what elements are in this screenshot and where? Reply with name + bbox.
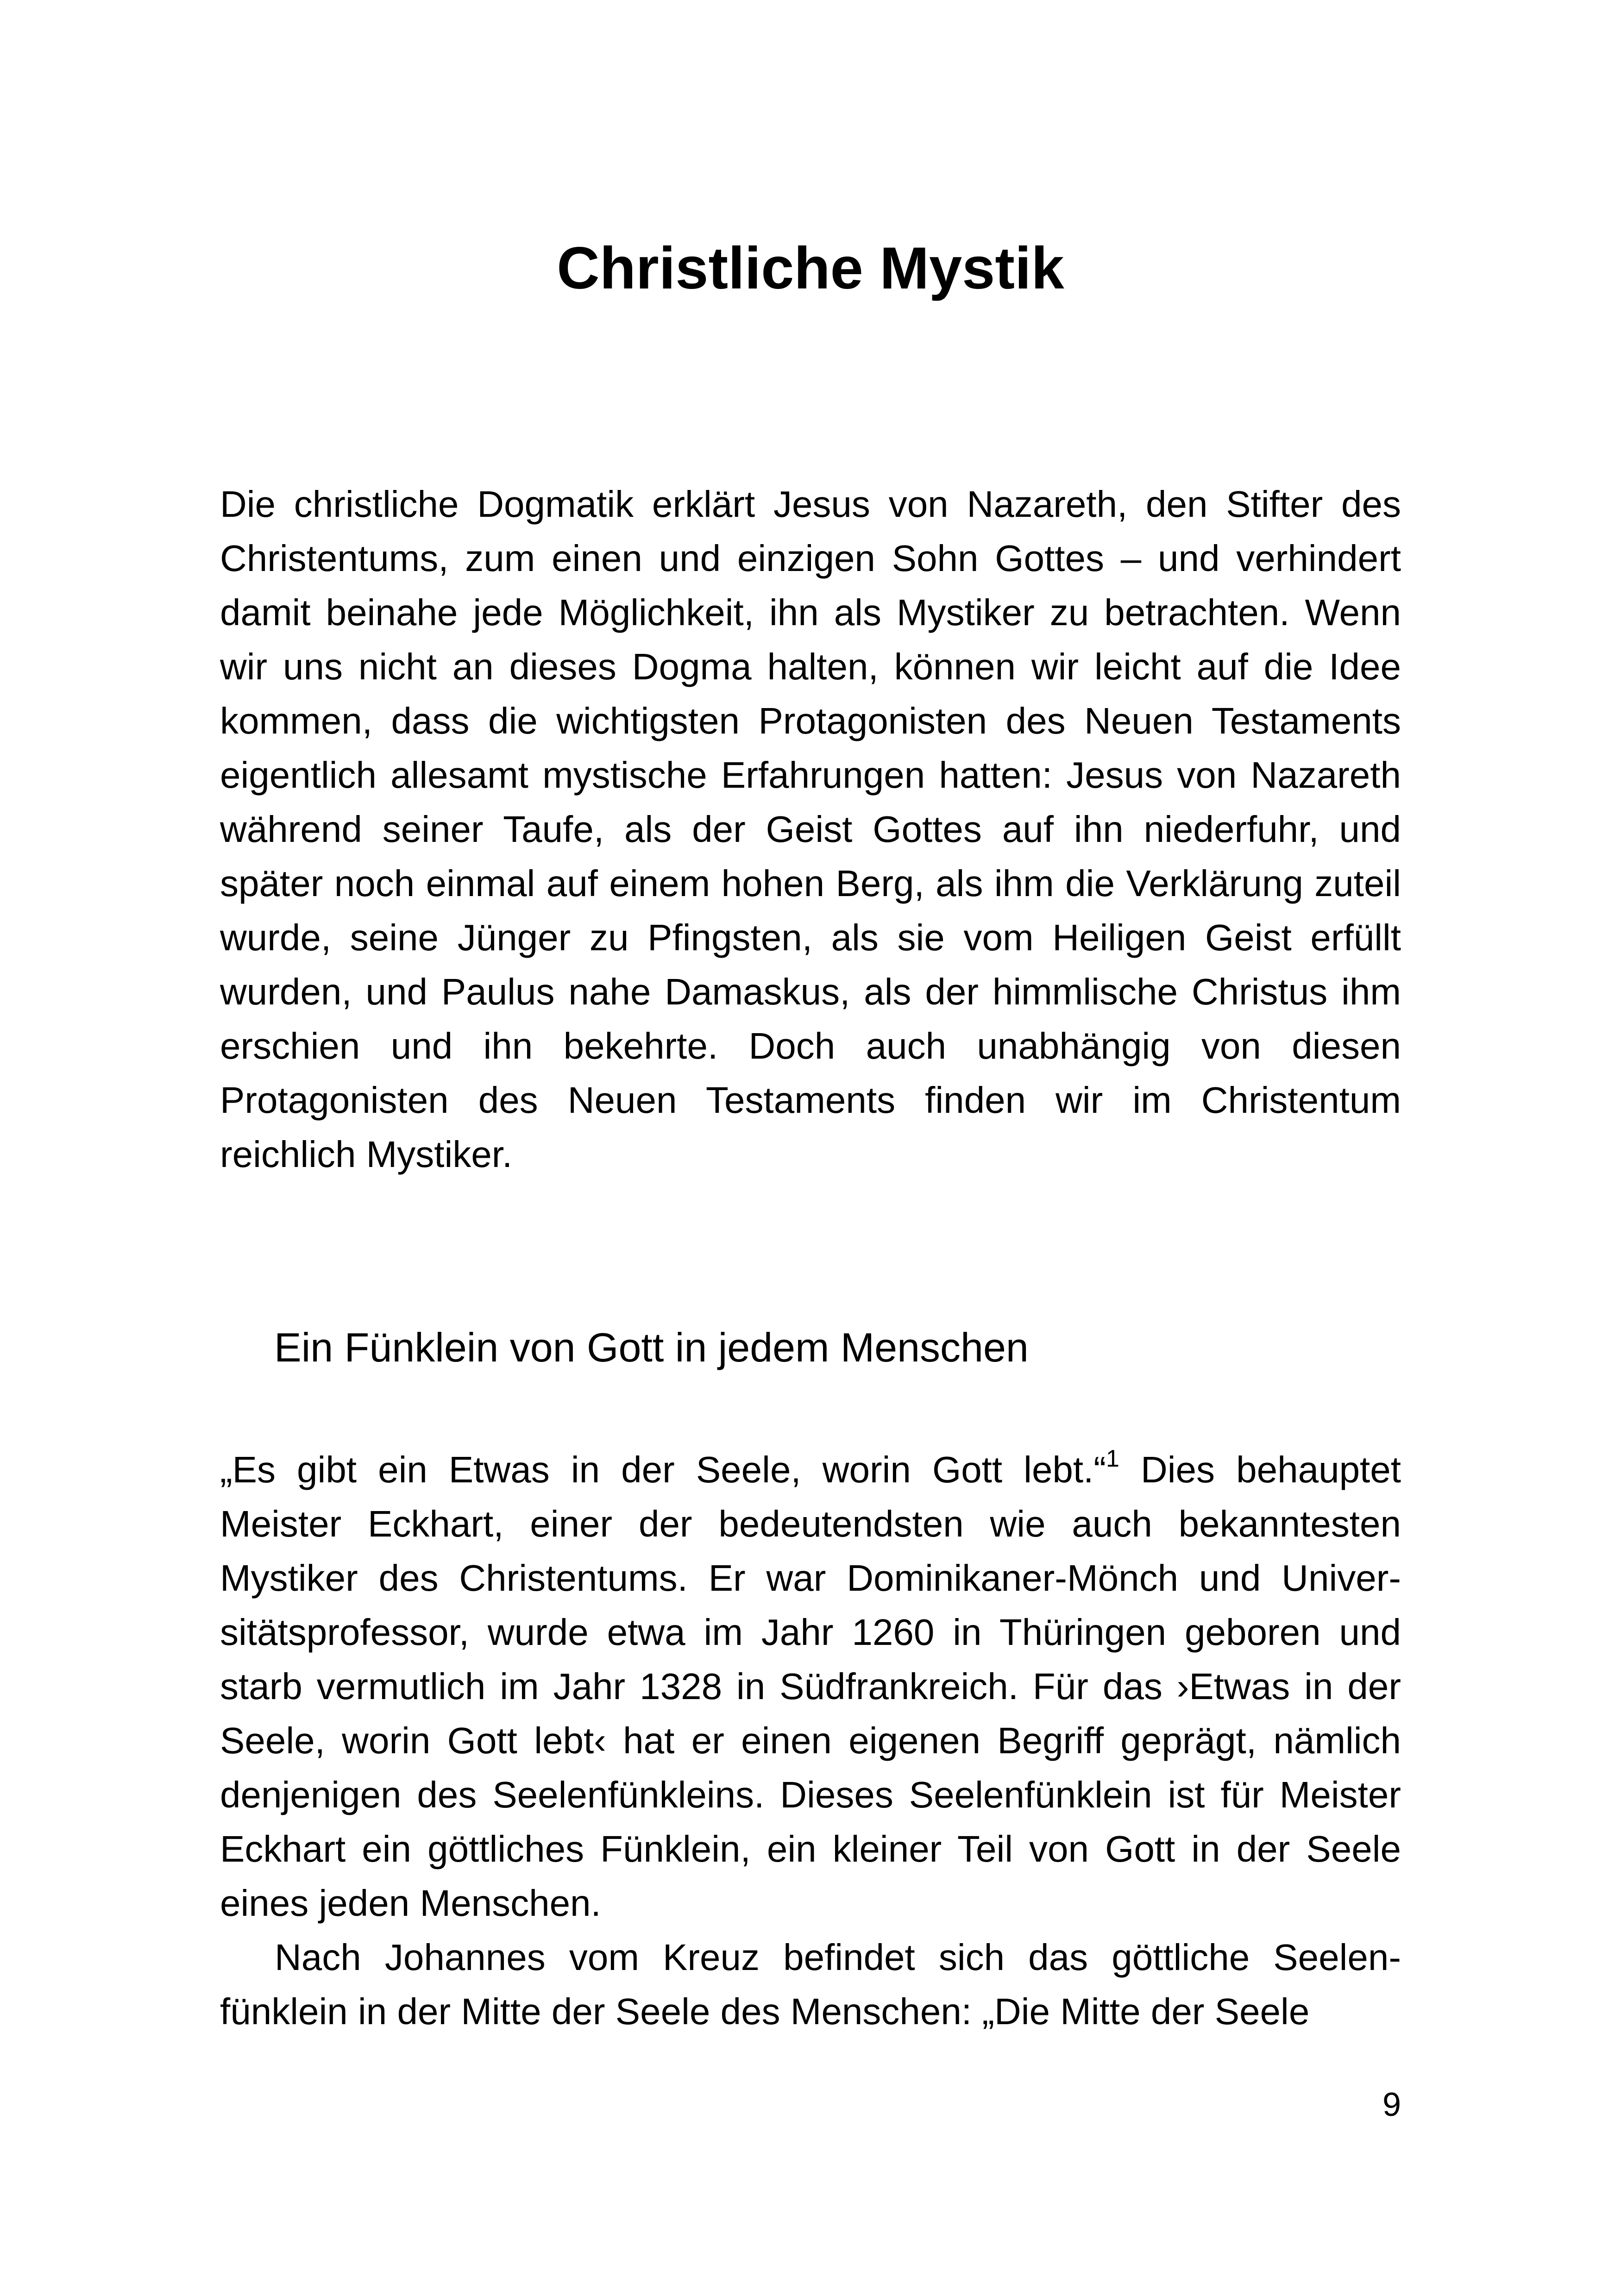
- section-paragraph-2: Nach Johannes vom Kreuz befindet sich das göttliche Seelenfünklein in der Mitte der Seele des Menschen: „Die Mitte der Seele: [220, 1937, 1401, 2032]
- section-paragraph-1: [220, 1443, 1401, 1930]
- page-number: 9: [1382, 2086, 1401, 2123]
- section-heading: Ein Fünklein von Gott in jedem Menschen: [274, 1324, 1029, 1370]
- section-text: [220, 1443, 1401, 2039]
- chapter-title: Christliche Mystik: [557, 235, 1064, 301]
- intro-paragraph: Die christliche Dogmatik erklärt Jesus von Nazareth, den Stifter des Christentums, zum einen und einzigen Sohn Gottes – und verhindert damit beinahe jede Möglichkeit, ihn als Mystiker zu betrachten. Wenn wir uns nicht an dieses Dogma halten, können wir leicht auf die Idee kommen, dass die wichtigsten Protagonisten des Neuen Testaments eigentlich allesamt mystische Erfahrungen hatten: Jesus von Nazareth während seiner Taufe, als der Geist Gottes auf ihn niederfuhr, und später noch einmal auf einem hohen Berg, als ihm die Verklärung zuteil wurde, seine Jünger zu Pfingsten, als sie vom Heiligen Geist erfüllt wurden, und Paulus nahe Damaskus, als der himmlische Christus ihm erschien und ihn bekehrte. Doch auch unabhängig von diesen Protagonisten des Neuen Testaments finden wir im Christentum reichlich Mystiker.: [220, 483, 1401, 1175]
- intro-text: [220, 477, 1401, 1181]
- paragraph-1-text: Dies behauptet Meister Eckhart, einer der bedeutendsten wie auch bekanntesten Mystiker des Christentums. Er war Dominikaner-Mönch und Universitätsprofessor, wurde etwa im Jahr 1260 in Thüringen geboren und starb vermutlich im Jahr 1328 in Südfrankreich. Für das ›Etwas in der Seele, worin Gott lebt‹ hat er einen eigenen Begriff geprägt, nämlich denjenigen des Seelenfünkleins. Dieses Seelenfünklein ist für Meister Eckhart ein göttliches Fünklein, ein kleiner Teil von Gott in der Seele eines jeden Menschen.: [220, 1449, 1401, 1924]
- footnote-marker: 1: [1106, 1445, 1119, 1472]
- eckhart-quote: „Es gibt ein Etwas in der Seele, worin Gott lebt.“: [220, 1449, 1106, 1490]
